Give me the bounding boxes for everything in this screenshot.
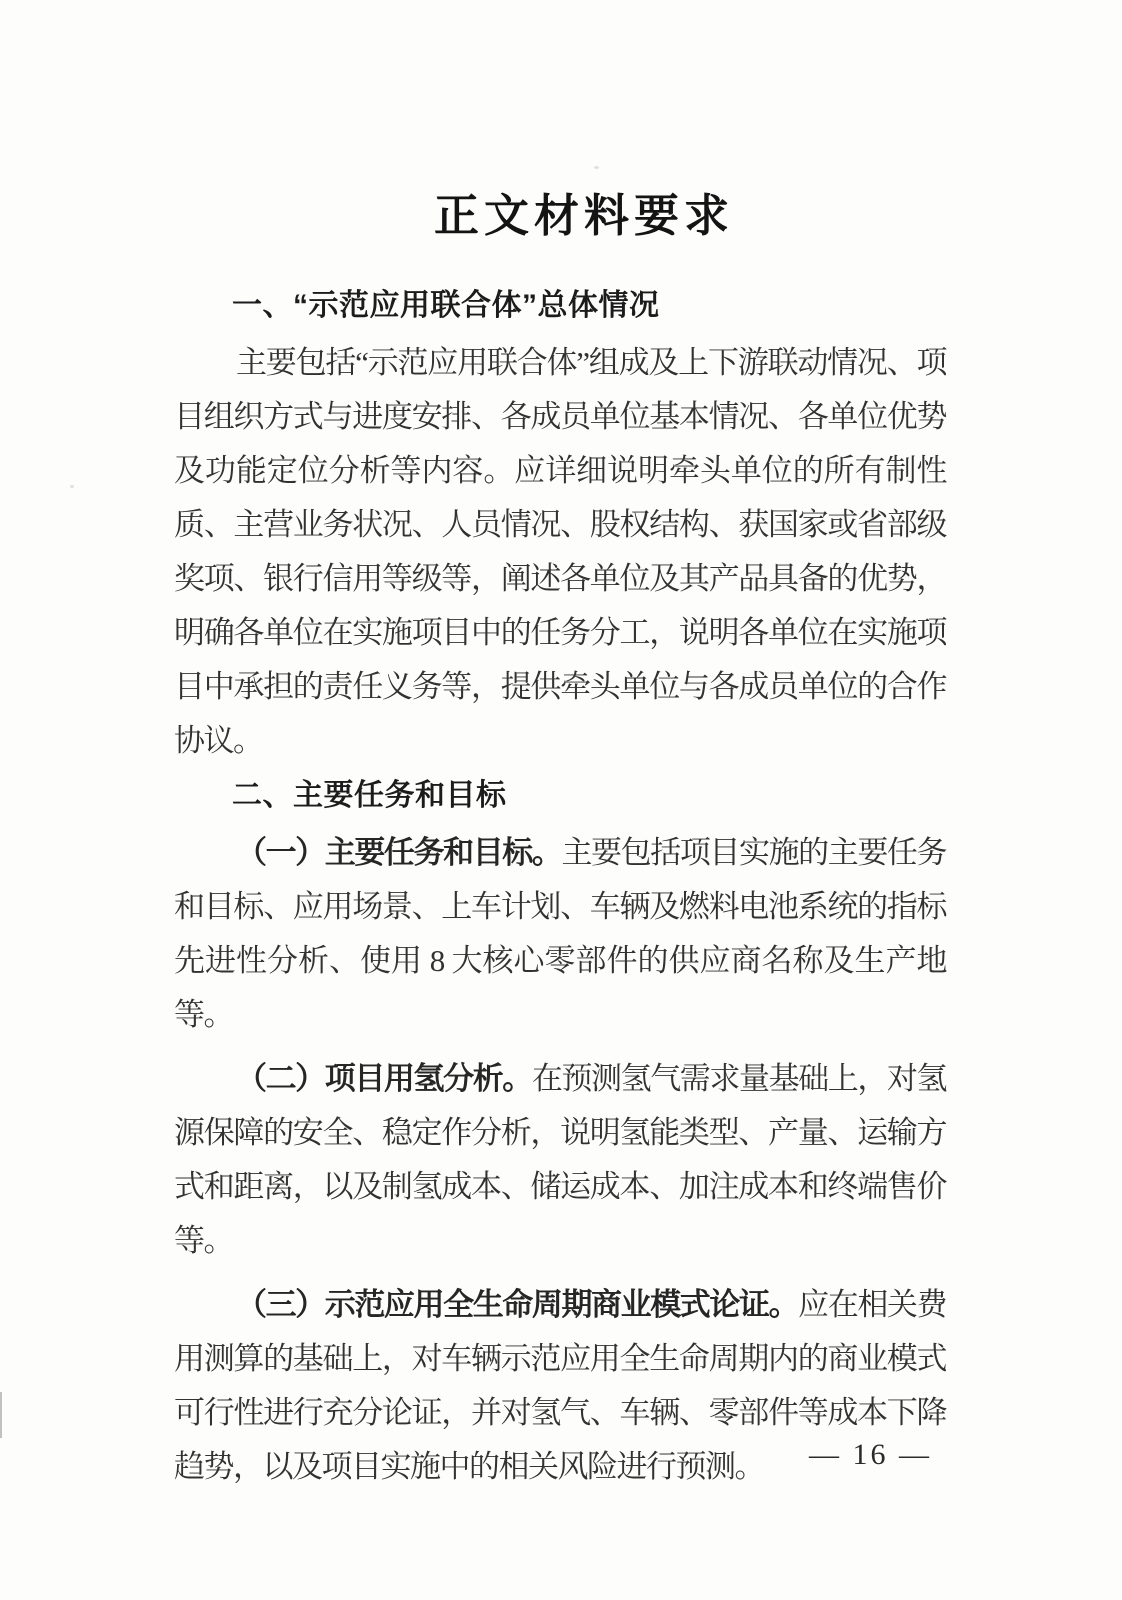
paragraph-lead: （一）主要任务和目标。: [236, 835, 562, 870]
scan-artifact-edge-line: [0, 1392, 2, 1438]
paragraph-consortium-overview: [174, 336, 946, 768]
paragraph-text: 主要包括项目实施的主要任务和目标、应用场景、上车计划、车辆及燃料电池系统的指标先进性分析、使用 8 大核心零部件的供应商名称及生产地等。: [174, 835, 947, 1032]
page-content: [0, 190, 1122, 1494]
paragraph-text: 在预测氢气需求量基础上，对氢源保障的安全、稳定作分析，说明氢能类型、产量、运输方式和距离，以及制氢成本、储运成本、加注成本和终端售价等。: [174, 1061, 947, 1258]
paragraph-hydrogen-analysis: [174, 1052, 946, 1268]
paragraph-lead: （二）项目用氢分析。: [236, 1061, 532, 1096]
paragraph-lead: （三）示范应用全生命周期商业模式论证。: [236, 1287, 799, 1322]
paragraph-text: 应在相关费用测算的基础上，对车辆示范应用全生命周期内的商业模式可行性进行充分论证，并对氢气、车辆、零部件等成本下降趋势，以及项目实施中的相关风险进行预测。: [174, 1287, 947, 1484]
paragraph-text: 主要包括“示范应用联合体”组成及上下游联动情况、项目组织方式与进度安排、各成员单位基本情况、各单位优势及功能定位分析等内容。应详细说明牵头单位的所有制性质、主营业务状况、人员情况、股权结构、获国家或省部级奖项、银行信用等级等，阐述各单位及其产品具备的优势，明确各单位在实施项目中的任务分工，说明各单位在实施项目中承担的责任义务等，提供牵头单位与各成员单位的合作协议。: [174, 345, 946, 758]
page-number: — 16 —: [809, 1438, 932, 1471]
page-title: 正文材料要求: [433, 191, 734, 241]
section-heading-consortium-overview: 一、“示范应用联合体”总体情况: [232, 289, 660, 322]
section-heading-tasks-goals: 二、主要任务和目标: [232, 779, 507, 812]
scan-artifact-speck: [70, 485, 74, 488]
scan-artifact-speck: [594, 166, 599, 169]
paragraph-tasks-goals: [174, 826, 946, 1042]
